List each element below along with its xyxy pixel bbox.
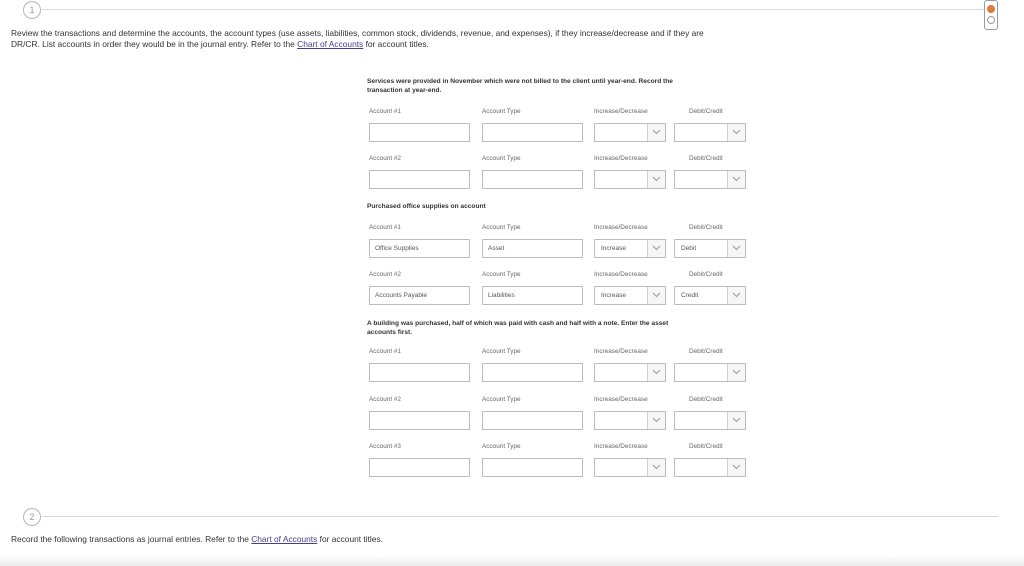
chevron-down-icon[interactable] [647,124,665,141]
increase-decrease-select-1[interactable] [594,239,666,258]
account-type-input-2[interactable] [482,411,583,430]
account-label: Account #1 [369,224,401,231]
debit-credit-select-1[interactable] [674,123,746,142]
account-label: Account #2 [369,155,401,162]
scroll-dot-active-icon[interactable] [987,5,995,13]
increase-decrease-label: Increase/Decrease [594,224,648,231]
debit-credit-select-2[interactable] [674,411,746,430]
debit-credit-label: Debit/Credit [689,443,723,450]
account-type-label: Account Type [482,348,521,355]
chevron-down-icon[interactable] [647,459,665,476]
scroll-dot-icon[interactable] [987,16,995,24]
step-divider-1 [42,9,984,10]
account-type-label: Account Type [482,396,521,403]
chart-of-accounts-link[interactable]: Chart of Accounts [297,39,364,49]
selected-value: Credit [681,292,699,299]
debit-credit-select-1[interactable] [674,363,746,382]
chevron-down-icon[interactable] [647,287,665,304]
selected-value: Increase [601,292,626,299]
debit-credit-select-1[interactable] [674,239,746,258]
increase-decrease-select-2[interactable] [594,411,666,430]
scroll-indicator[interactable] [984,0,998,30]
account-type-input-2[interactable] [482,286,583,305]
question-title-line-1: A building was purchased, half of which was paid with cash and half with a note. Enter the asset [367,320,669,327]
account-input-2[interactable] [369,286,470,305]
chevron-down-icon[interactable] [727,124,745,141]
instructions-text [11,28,811,50]
question-title [367,319,747,337]
journal-instructions [11,534,383,544]
chevron-down-icon[interactable] [647,240,665,257]
increase-decrease-label: Increase/Decrease [594,108,648,115]
instructions-line-2-suffix: for account titles. [363,39,429,49]
debit-credit-label: Debit/Credit [689,271,723,278]
question-title-line-1: Services were provided in November which were not billed to the client until year-end. Record the [367,78,673,85]
debit-credit-label: Debit/Credit [689,108,723,115]
account-type-label: Account Type [482,108,521,115]
journal-instructions-suffix: for account titles. [317,534,383,544]
instructions-line-1: Review the transactions and determine the accounts, the account types (use assets, liabilities, common stock, dividends, revenue, and expenses), if they increase/decrease and if they are [11,28,704,38]
bottom-shadow [0,555,1024,566]
account-input-3[interactable] [369,458,470,477]
account-label: Account #2 [369,396,401,403]
selected-value: Increase [601,245,626,252]
increase-decrease-label: Increase/Decrease [594,271,648,278]
account-type-input-1[interactable] [482,239,583,258]
chart-of-accounts-link-2[interactable]: Chart of Accounts [251,534,318,544]
chevron-down-icon[interactable] [727,459,745,476]
increase-decrease-select-2[interactable] [594,286,666,305]
step-number-1: 1 [23,1,41,19]
account-input-1[interactable] [369,363,470,382]
account-type-label: Account Type [482,224,521,231]
account-type-label: Account Type [482,155,521,162]
step-divider-2 [42,516,998,517]
increase-decrease-select-3[interactable] [594,458,666,477]
increase-decrease-select-2[interactable] [594,170,666,189]
step-number-2: 2 [23,508,41,526]
chevron-down-icon[interactable] [647,364,665,381]
chevron-down-icon[interactable] [727,240,745,257]
question-title-line-2: accounts first. [367,329,413,336]
account-label: Account #1 [369,108,401,115]
debit-credit-label: Debit/Credit [689,155,723,162]
increase-decrease-label: Increase/Decrease [594,155,648,162]
account-input-1[interactable] [369,123,470,142]
debit-credit-select-3[interactable] [674,458,746,477]
chevron-down-icon[interactable] [727,412,745,429]
chevron-down-icon[interactable] [647,412,665,429]
account-input-2[interactable] [369,411,470,430]
chevron-down-icon[interactable] [727,364,745,381]
account-label: Account #3 [369,443,401,450]
chevron-down-icon[interactable] [727,287,745,304]
account-type-input-2[interactable] [482,170,583,189]
debit-credit-select-2[interactable] [674,170,746,189]
question-title [367,77,747,95]
account-type-label: Account Type [482,271,521,278]
chevron-down-icon[interactable] [647,171,665,188]
account-label: Account #2 [369,271,401,278]
chevron-down-icon[interactable] [727,171,745,188]
account-label: Account #1 [369,348,401,355]
account-type-label: Account Type [482,443,521,450]
increase-decrease-label: Increase/Decrease [594,396,648,403]
increase-decrease-select-1[interactable] [594,123,666,142]
account-type-input-3[interactable] [482,458,583,477]
increase-decrease-select-1[interactable] [594,363,666,382]
account-type-input-1[interactable] [482,363,583,382]
debit-credit-label: Debit/Credit [689,224,723,231]
selected-value: Debit [681,245,697,252]
question-title-line-2: transaction at year-end. [367,87,442,94]
debit-credit-select-2[interactable] [674,286,746,305]
debit-credit-label: Debit/Credit [689,348,723,355]
instructions-line-2: DR/CR. List accounts in order they would be in the journal entry. Refer to the [11,39,298,49]
account-type-input-1[interactable] [482,123,583,142]
increase-decrease-label: Increase/Decrease [594,443,648,450]
journal-instructions-text: Record the following transactions as journal entries. Refer to the [11,534,252,544]
increase-decrease-label: Increase/Decrease [594,348,648,355]
question-title [367,202,747,211]
account-input-1[interactable] [369,239,470,258]
question-title-line-1: Purchased office supplies on account [367,203,486,210]
account-input-2[interactable] [369,170,470,189]
debit-credit-label: Debit/Credit [689,396,723,403]
